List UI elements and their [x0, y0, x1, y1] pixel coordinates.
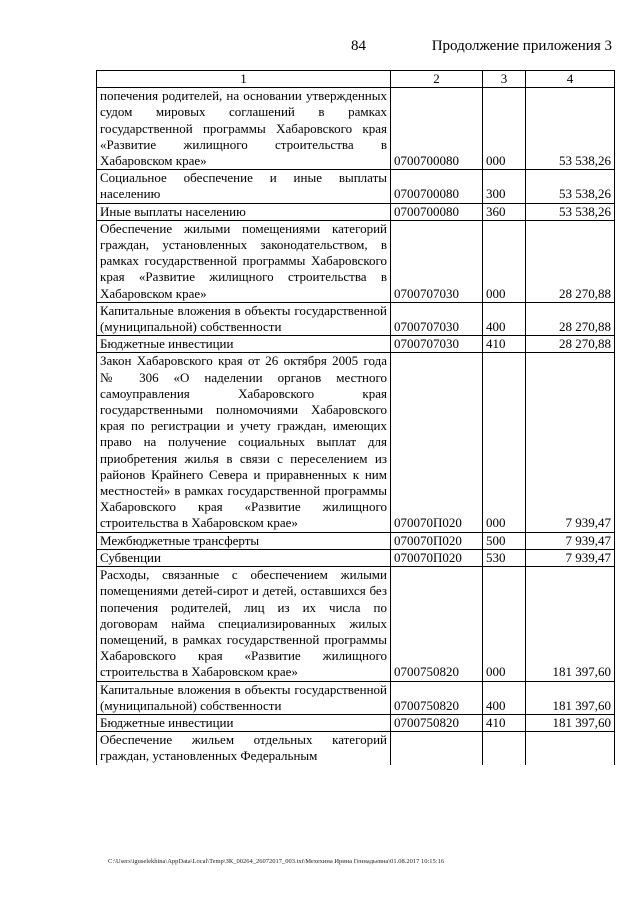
expense-type: 000 — [483, 353, 526, 532]
column-header: 2 — [391, 71, 483, 88]
table-row — [97, 203, 615, 220]
page-number: 84 — [351, 38, 366, 54]
amount: 53 538,26 — [526, 203, 615, 220]
target-code: 0700700080 — [391, 170, 483, 203]
row-name: Иные выплаты населению — [97, 203, 391, 220]
row-name: попечения родителей, на основании утвержденных судом мировых соглашений в рамках государственной программы Хабаровского края «Развитие жилищного строительства в Хабаровском крае» — [97, 88, 391, 170]
target-code: 070070П020 — [391, 549, 483, 566]
table-row — [97, 220, 615, 302]
expense-type: 300 — [483, 170, 526, 203]
row-name: Закон Хабаровского края от 26 октября 2005 года № 306 «О наделении органов местного самоуправления Хабаровского края государственными полномочиями Хабаровского края по регистрации и учету граждан, имеющих право на получение социальных выплат для приобретения жилья в связи с переселением из районов Крайнего Севера и приравненных к ним местностей» в рамках государственной программы Хабаровского края «Развитие жилищного строительства в Хабаровском крае» — [97, 353, 391, 532]
row-name: Бюджетные инвестиции — [97, 336, 391, 353]
target-code: 0700700080 — [391, 203, 483, 220]
row-name: Бюджетные инвестиции — [97, 714, 391, 731]
expense-type: 000 — [483, 567, 526, 681]
table-row — [97, 681, 615, 714]
column-header: 4 — [526, 71, 615, 88]
budget-table — [96, 70, 615, 765]
amount: 7 939,47 — [526, 549, 615, 566]
row-name: Капитальные вложения в объекты государственной (муниципальной) собственности — [97, 302, 391, 335]
expense-type — [483, 732, 526, 765]
target-code — [391, 732, 483, 765]
amount — [526, 732, 615, 765]
amount: 28 270,88 — [526, 302, 615, 335]
target-code: 0700700080 — [391, 88, 483, 170]
expense-type: 530 — [483, 549, 526, 566]
amount: 181 397,60 — [526, 567, 615, 681]
table-row — [97, 353, 615, 532]
target-code: 0700707030 — [391, 336, 483, 353]
expense-type: 400 — [483, 302, 526, 335]
expense-type: 410 — [483, 336, 526, 353]
expense-type: 400 — [483, 681, 526, 714]
row-name: Обеспечение жильем отдельных категорий граждан, установленных Федеральным — [97, 732, 391, 765]
expense-type: 500 — [483, 532, 526, 549]
amount: 181 397,60 — [526, 681, 615, 714]
table-row — [97, 567, 615, 681]
row-name: Межбюджетные трансферты — [97, 532, 391, 549]
target-code: 070070П020 — [391, 532, 483, 549]
expense-type: 410 — [483, 714, 526, 731]
target-code: 0700750820 — [391, 567, 483, 681]
row-name: Расходы, связанные с обеспечением жилыми помещениями детей-сирот и детей, оставшихся без попечения родителей, лиц из их числа по договорам найма специализированных жилых помещений, в рамках государственной программы Хабаровского края «Развитие жилищного строительства в Хабаровском крае» — [97, 567, 391, 681]
row-name: Социальное обеспечение и иные выплаты населению — [97, 170, 391, 203]
row-name: Капитальные вложения в объекты государственной (муниципальной) собственности — [97, 681, 391, 714]
row-name: Субвенции — [97, 549, 391, 566]
footer-file-path: C:\Users\iguselekhina\AppData\Local\Temp\ЗК_00264_26072017_003.txt\Мехехина Ирина Геннадьевна\01.08.2017 10:15:16 — [108, 858, 445, 865]
table-row — [97, 714, 615, 731]
amount: 28 270,88 — [526, 220, 615, 302]
target-code: 0700750820 — [391, 681, 483, 714]
table-row — [97, 88, 615, 170]
amount: 181 397,60 — [526, 714, 615, 731]
column-header: 1 — [97, 71, 391, 88]
target-code: 070070П020 — [391, 353, 483, 532]
table-row — [97, 549, 615, 566]
expense-type: 000 — [483, 88, 526, 170]
table-row — [97, 732, 615, 765]
table-row — [97, 532, 615, 549]
continuation-caption: Продолжение приложения 3 — [431, 38, 612, 54]
table-row — [97, 302, 615, 335]
target-code: 0700750820 — [391, 714, 483, 731]
amount: 7 939,47 — [526, 532, 615, 549]
row-name: Обеспечение жилыми помещениями категорий граждан, установленных законодательством, в рамках государственной программы Хабаровского края «Развитие жилищного строительства в Хабаровском крае» — [97, 220, 391, 302]
table-header-row — [97, 71, 615, 88]
amount: 7 939,47 — [526, 353, 615, 532]
target-code: 0700707030 — [391, 220, 483, 302]
amount: 53 538,26 — [526, 88, 615, 170]
amount: 53 538,26 — [526, 170, 615, 203]
table-row — [97, 170, 615, 203]
target-code: 0700707030 — [391, 302, 483, 335]
expense-type: 000 — [483, 220, 526, 302]
expense-type: 360 — [483, 203, 526, 220]
amount: 28 270,88 — [526, 336, 615, 353]
column-header: 3 — [483, 71, 526, 88]
table-row — [97, 336, 615, 353]
